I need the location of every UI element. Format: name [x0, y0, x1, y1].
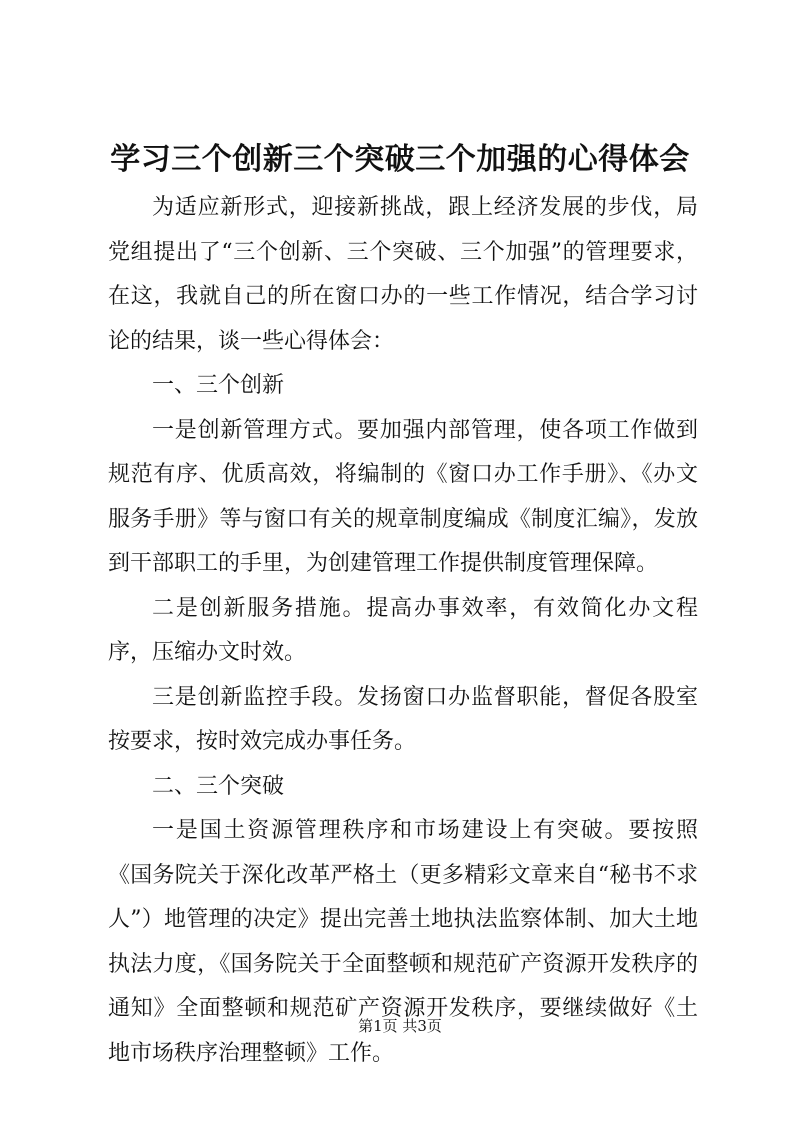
section-heading-breakthrough: 二、三个突破: [152, 773, 285, 799]
paragraph-innovation-management: 一是创新管理方式。要加强内部管理，使各项工作做到规范有序、优质高效，将编制的《窗口办工作手册》、《办文服务手册》等与窗口有关的规章制度编成《制度汇编》，发放到干部职工的手里，为创建管理工作提供制度管理保障。: [108, 417, 698, 576]
section-heading-innovation: 一、三个创新: [152, 373, 285, 398]
document-body: [108, 186, 698, 1076]
paragraph-innovation-service: 二是创新服务措施。提高办事效率，有效简化办文程序，压缩办文时效。: [108, 595, 698, 665]
page-number-footer: 第1页 共3页: [358, 1017, 442, 1035]
document-title: 学习三个创新三个突破三个加强的心得体会: [110, 142, 690, 177]
paragraph-innovation-monitoring: 三是创新监控手段。发扬窗口办监督职能，督促各股室按要求，按时效完成办事任务。: [108, 684, 698, 754]
paragraph-breakthrough-land: 一是国土资源管理秩序和市场建设上有突破。要按照《国务院关于深化改革严格土（更多精彩文章来自“秘书不求人”）地管理的决定》提出完善土地执法监察体制、加大土地执法力度，《国务院关于全面整顿和规范矿产资源开发秩序的通知》全面整顿和规范矿产资源开发秩序，要继续做好《土地市场秩序治理整顿》工作。: [108, 818, 698, 1066]
paragraph-intro: 为适应新形式，迎接新挑战，跟上经济发展的步伐，局党组提出了“三个创新、三个突破、三个加强”的管理要求，在这，我就自己的所在窗口办的一些工作情况，结合学习讨论的结果，谈一些心得体会：: [108, 195, 698, 354]
